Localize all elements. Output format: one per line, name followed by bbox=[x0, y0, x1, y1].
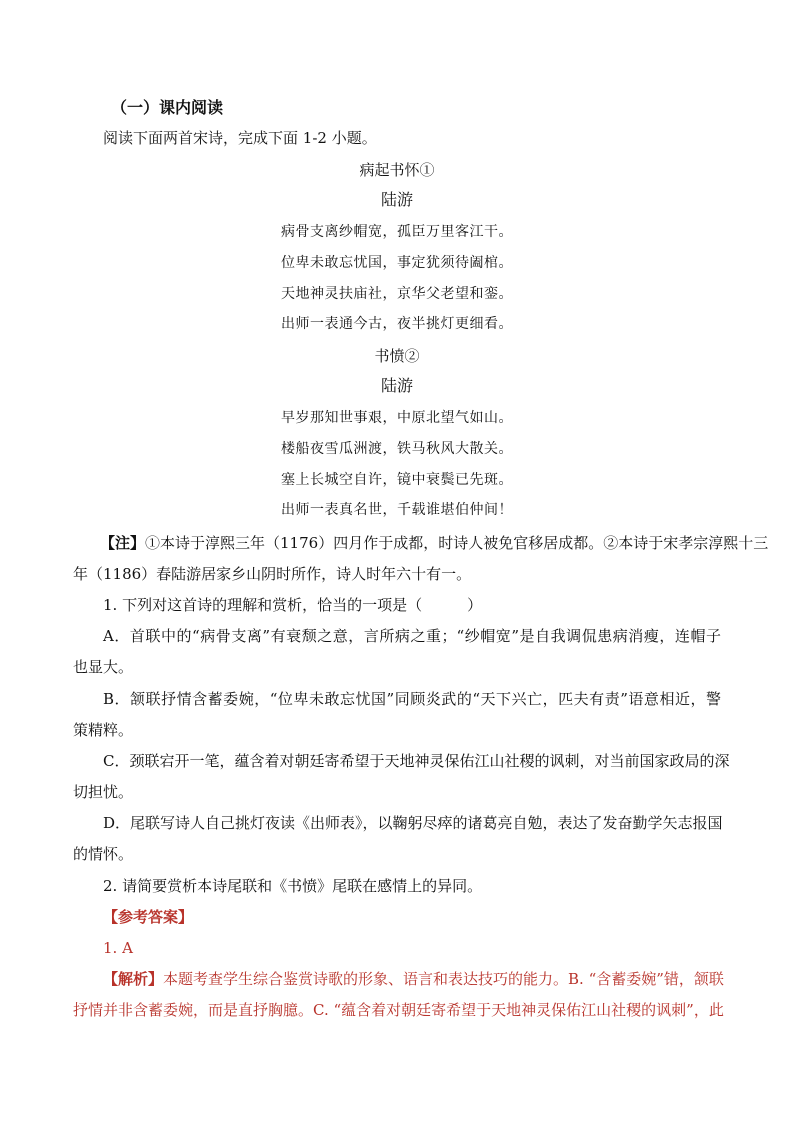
poem2-line: 塞上长城空自许，镜中衰鬓已先斑。 bbox=[281, 472, 513, 488]
analysis-label: 【解析】 bbox=[103, 970, 164, 988]
question-2-stem: 2. 请简要赏析本诗尾联和《书愤》尾联在感情上的异同。 bbox=[103, 877, 483, 895]
answer-1: 1. A bbox=[103, 939, 133, 957]
option-d-line-1: D．尾联写诗人自己挑灯夜读《出师表》，以鞠躬尽瘁的诸葛亮自勉，表达了发奋勤学矢志报国 bbox=[103, 814, 723, 832]
note-line-2: 年（1186）春陆游居家乡山阴时所作，诗人时年六十有一。 bbox=[73, 565, 472, 583]
note-label: 【注】 bbox=[100, 534, 146, 552]
note-text: ①本诗于淳熙三年（1176）四月作于成都，时诗人被免官移居成都。②本诗于宋孝宗淳熙十三 bbox=[145, 534, 769, 552]
intro-text: 阅读下面两首宋诗，完成下面 1-2 小题。 bbox=[103, 129, 377, 147]
analysis-line-1 bbox=[103, 969, 724, 989]
poem1-author: 陆游 bbox=[380, 190, 413, 209]
note-line-1 bbox=[100, 533, 769, 553]
poem2-author: 陆游 bbox=[380, 376, 413, 395]
poem2-line: 楼船夜雪瓜洲渡，铁马秋风大散关。 bbox=[281, 441, 513, 457]
poem2-line: 出师一表真名世，千载谁堪伯仲间！ bbox=[281, 502, 513, 518]
option-c-line-2: 切担忧。 bbox=[73, 783, 134, 801]
poem1-title: 病起书怀① bbox=[359, 161, 435, 179]
option-b-line-1: B．颔联抒情含蓄委婉，“位卑未敢忘忧国”同顾炎武的“天下兴亡，匹夫有责”语意相近，警 bbox=[103, 690, 721, 708]
option-c-line-1: C．颈联宕开一笔，蕴含着对朝廷寄希望于天地神灵保佑江山社稷的讽刺，对当前国家政局的深 bbox=[103, 752, 730, 770]
poem1-line: 位卑未敢忘忧国，事定犹须待阖棺。 bbox=[281, 255, 513, 271]
option-a-line-1: A．首联中的“病骨支离”有衰颓之意，言所病之重；“纱帽宽”是自我调侃患病消瘦，连帽子 bbox=[103, 627, 721, 645]
poem1-line: 天地神灵扶庙社，京华父老望和銮。 bbox=[281, 286, 513, 302]
poem1-line: 出师一表通今古，夜半挑灯更细看。 bbox=[281, 316, 513, 332]
analysis-text: 本题考查学生综合鉴赏诗歌的形象、语言和表达技巧的能力。B. “含蓄委婉”错，颔联 bbox=[163, 970, 724, 988]
option-a-line-2: 也显大。 bbox=[73, 658, 134, 676]
option-b-line-2: 策精粹。 bbox=[73, 721, 134, 739]
answer-header: 【参考答案】 bbox=[103, 908, 194, 926]
section-title: （一）课内阅读 bbox=[111, 98, 224, 117]
question-1-stem: 1. 下列对这首诗的理解和赏析，恰当的一项是（ ） bbox=[103, 596, 483, 614]
poem2-line: 早岁那知世事艰，中原北望气如山。 bbox=[281, 410, 513, 426]
option-d-line-2: 的情怀。 bbox=[73, 845, 134, 863]
analysis-line-2: 抒情并非含蓄委婉，而是直抒胸臆。C. “蕴含着对朝廷寄希望于天地神灵保佑江山社稷的讽刺”，此 bbox=[73, 1001, 724, 1019]
poem1-line: 病骨支离纱帽宽，孤臣万里客江干。 bbox=[281, 224, 513, 240]
poem2-title: 书愤② bbox=[374, 347, 420, 365]
